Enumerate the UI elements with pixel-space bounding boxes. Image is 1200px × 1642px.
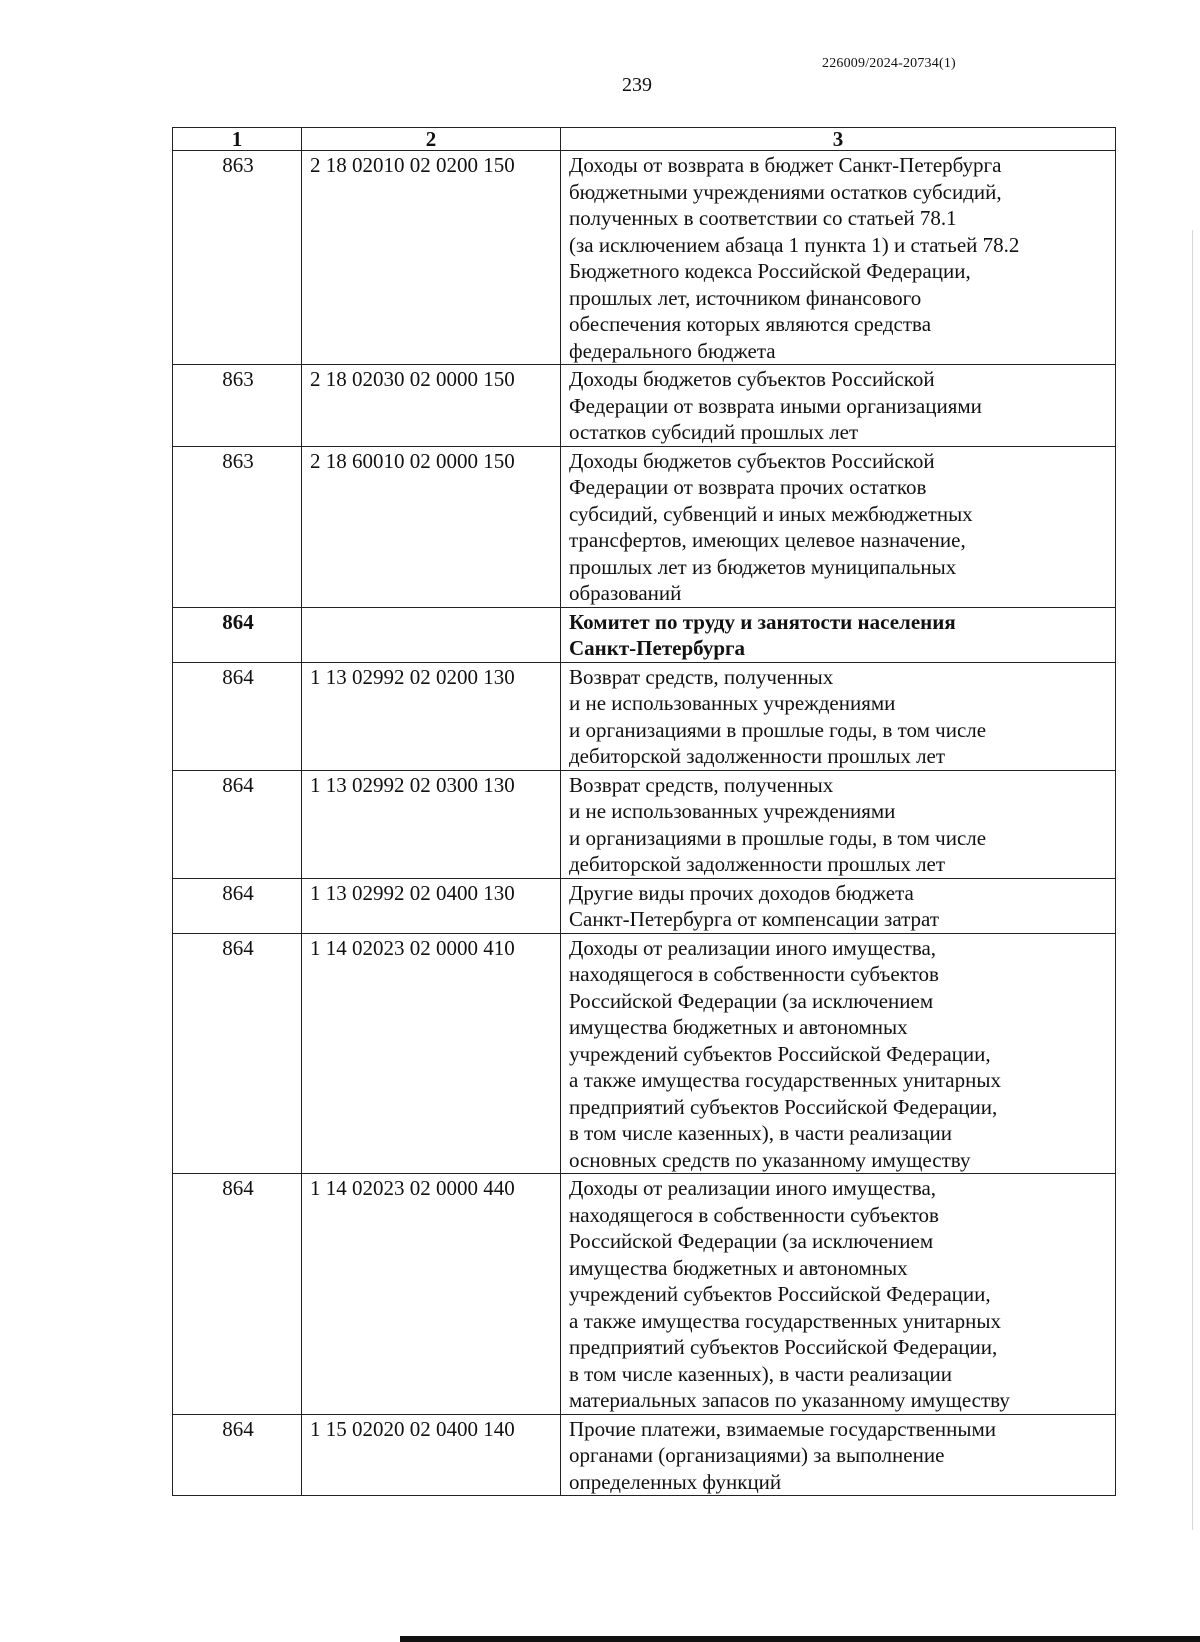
admin-code-cell: 864 (173, 933, 302, 1174)
scan-edge-line (1192, 230, 1193, 1530)
section-heading-cell: Комитет по труду и занятости населения Санкт-Петербурга (561, 607, 1116, 662)
table-row (173, 1414, 1116, 1496)
budget-code-cell: 2 18 02010 02 0200 150 (302, 151, 561, 365)
description-cell: Возврат средств, полученных и не использованных учреждениями и организациями в прошлые годы, в том числе дебиторской задолженности прошлых лет (561, 770, 1116, 878)
table-row (173, 933, 1116, 1174)
budget-code-cell: 1 14 02023 02 0000 410 (302, 933, 561, 1174)
table-row (173, 662, 1116, 770)
column-header-1: 1 (173, 128, 302, 151)
column-header-3: 3 (561, 128, 1116, 151)
table-row (173, 770, 1116, 878)
admin-code-cell: 864 (173, 662, 302, 770)
budget-code-cell: 1 15 02020 02 0400 140 (302, 1414, 561, 1496)
description-cell: Доходы от реализации иного имущества, находящегося в собственности субъектов Российской Федерации (за исключением имущества бюджетных и автономных учреждений субъектов Российской Федерации, а также имущества государственных унитарных предприятий субъектов Российской Федерации, в том числе казенных), в части реализации материальных запасов по указанному имуществу (561, 1174, 1116, 1415)
budget-code-cell: 2 18 60010 02 0000 150 (302, 446, 561, 607)
budget-code-cell: 1 13 02992 02 0200 130 (302, 662, 561, 770)
table-row-section-heading (173, 607, 1116, 662)
budget-code-cell: 1 13 02992 02 0400 130 (302, 878, 561, 933)
admin-code-cell: 864 (173, 1174, 302, 1415)
admin-code-cell: 864 (173, 770, 302, 878)
table-header-row (173, 128, 1116, 151)
description-cell: Другие виды прочих доходов бюджета Санкт-Петербурга от компенсации затрат (561, 878, 1116, 933)
budget-code-cell (302, 607, 561, 662)
table-row (173, 365, 1116, 447)
description-cell: Доходы от возврата в бюджет Санкт-Петербурга бюджетными учреждениями остатков субсидий, полученных в соответствии со статьей 78.1 (за исключением абзаца 1 пункта 1) и статьей 78.2 Бюджетного кодекса Российской Федерации, прошлых лет, источником финансового обеспечения которых являются средства федерального бюджета (561, 151, 1116, 365)
table-row (173, 1174, 1116, 1415)
admin-code-cell: 864 (173, 878, 302, 933)
table-row (173, 446, 1116, 607)
description-cell: Доходы от реализации иного имущества, находящегося в собственности субъектов Российской Федерации (за исключением имущества бюджетных и автономных учреждений субъектов Российской Федерации, а также имущества государственных унитарных предприятий субъектов Российской Федерации, в том числе казенных), в части реализации основных средств по указанному имуществу (561, 933, 1116, 1174)
admin-code-cell: 863 (173, 151, 302, 365)
table-row (173, 151, 1116, 365)
revenue-codes-table (172, 127, 1116, 1496)
page-number: 239 (622, 74, 652, 96)
admin-code-cell: 864 (173, 1414, 302, 1496)
description-cell: Прочие платежи, взимаемые государственными органами (организациями) за выполнение определенных функций (561, 1414, 1116, 1496)
budget-code-cell: 2 18 02030 02 0000 150 (302, 365, 561, 447)
admin-code-cell: 863 (173, 365, 302, 447)
scan-bottom-edge (400, 1636, 1200, 1642)
admin-code-cell: 863 (173, 446, 302, 607)
admin-code-cell: 864 (173, 607, 302, 662)
column-header-2: 2 (302, 128, 561, 151)
budget-code-cell: 1 13 02992 02 0300 130 (302, 770, 561, 878)
document-id: 226009/2024-20734(1) (822, 56, 956, 71)
description-cell: Доходы бюджетов субъектов Российской Федерации от возврата прочих остатков субсидий, субвенций и иных межбюджетных трансфертов, имеющих целевое назначение, прошлых лет из бюджетов муниципальных образований (561, 446, 1116, 607)
description-cell: Возврат средств, полученных и не использованных учреждениями и организациями в прошлые годы, в том числе дебиторской задолженности прошлых лет (561, 662, 1116, 770)
budget-code-cell: 1 14 02023 02 0000 440 (302, 1174, 561, 1415)
description-cell: Доходы бюджетов субъектов Российской Федерации от возврата иными организациями остатков субсидий прошлых лет (561, 365, 1116, 447)
table-row (173, 878, 1116, 933)
